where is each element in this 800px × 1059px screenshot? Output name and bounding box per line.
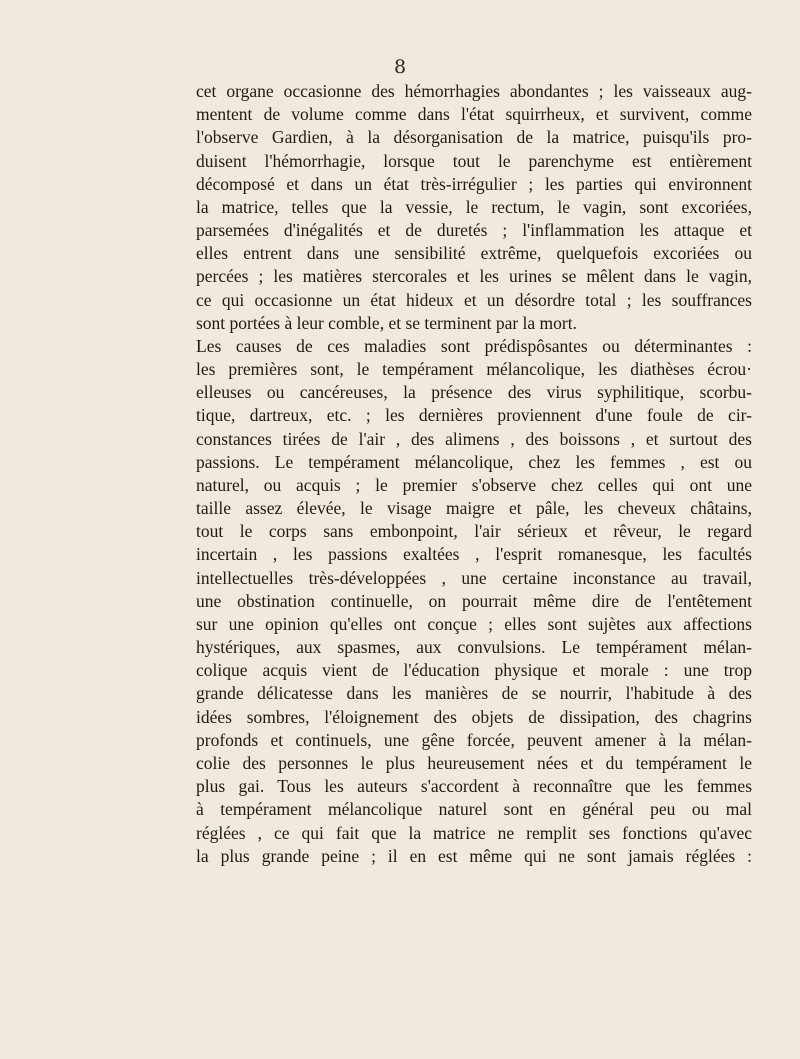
text-line: cet organe occasionne des hémorrhagies abondantes ; les vaisseaux aug-: [196, 81, 752, 101]
text-line: passions. Le tempérament mélancolique, chez les femmes , est ou: [196, 451, 752, 472]
text-line: ce qui occasionne un état hideux et un désordre total ; les souffrances: [196, 289, 752, 310]
text-line: tique, dartreux, etc. ; les dernières proviennent d'une foule de cir-: [196, 405, 752, 426]
text-line: tout le corps sans embonpoint, l'air sérieux et rêveur, le regard: [196, 521, 752, 542]
text-line: la matrice, telles que la vessie, le rectum, le vagin, sont excoriées,: [196, 196, 752, 217]
text-line: l'observe Gardien, à la désorganisation de la matrice, puisqu'ils pro-: [196, 127, 752, 148]
text-line: duisent l'hémorrhagie, lorsque tout le parenchyme est entièrement: [196, 150, 752, 171]
text-line: une obstination continuelle, on pourrait même dire de l'entêtement: [196, 590, 752, 611]
text-line: profonds et continuels, une gêne forcée, peuvent amener à la mélan-: [196, 729, 752, 750]
text-line: idées sombres, l'éloignement des objets de dissipation, des chagrins: [196, 706, 752, 727]
text-line: mentent de volume comme dans l'état squirrheux, et survivent, comme: [196, 104, 752, 125]
text-line: intellectuelles très-développées , une certaine inconstance au travail,: [196, 567, 752, 588]
text-line: percées ; les matières stercorales et les urines se mêlent dans le vagin,: [196, 266, 752, 287]
text-line: incertain , les passions exaltées , l'esprit romanesque, les facultés: [196, 544, 752, 565]
text-line: plus gai. Tous les auteurs s'accordent à reconnaître que les femmes: [196, 776, 752, 797]
page-number: 8: [393, 56, 407, 78]
text-line: colie des personnes le plus heureusement nées et du tempérament le: [196, 752, 752, 773]
text-line: parsemées d'inégalités et de duretés ; l'inflammation les attaque et: [196, 220, 752, 241]
text-line: naturel, ou acquis ; le premier s'observe chez celles qui ont une: [196, 474, 752, 495]
text-line: sur une opinion qu'elles ont conçue ; elles sont sujètes aux affections: [196, 613, 752, 634]
text-line: la plus grande peine ; il en est même qui ne sont jamais réglées :: [196, 845, 752, 866]
text-line: constances tirées de l'air , des alimens , des boissons , et surtout des: [196, 428, 752, 449]
text-line: elleuses ou cancéreuses, la présence des virus syphilitique, scorbu-: [196, 382, 752, 403]
text-line: réglées , ce qui fait que la matrice ne remplit ses fonctions qu'avec: [196, 822, 752, 843]
text-line: hystériques, aux spasmes, aux convulsions. Le tempérament mélan-: [196, 637, 752, 658]
text-line: taille assez élevée, le visage maigre et pâle, les cheveux châtains,: [196, 498, 752, 519]
text-line: les premières sont, le tempérament mélancolique, les diathèses écrou·: [196, 359, 752, 380]
text-line: décomposé et dans un état très-irrégulier ; les parties qui environnent: [196, 173, 752, 194]
text-line: colique acquis vient de l'éducation physique et morale : une trop: [196, 660, 752, 681]
text-line: sont portées à leur comble, et se terminent par la mort.: [196, 312, 577, 333]
text-line: grande délicatesse dans les manières de se nourrir, l'habitude à des: [196, 683, 752, 704]
body-text: [196, 80, 752, 868]
text-line: Les causes de ces maladies sont prédispôsantes ou déterminantes :: [196, 335, 752, 356]
text-line: à tempérament mélancolique naturel sont en général peu ou mal: [196, 799, 752, 820]
text-line: elles entrent dans une sensibilité extrême, quelquefois excoriées ou: [196, 243, 752, 264]
